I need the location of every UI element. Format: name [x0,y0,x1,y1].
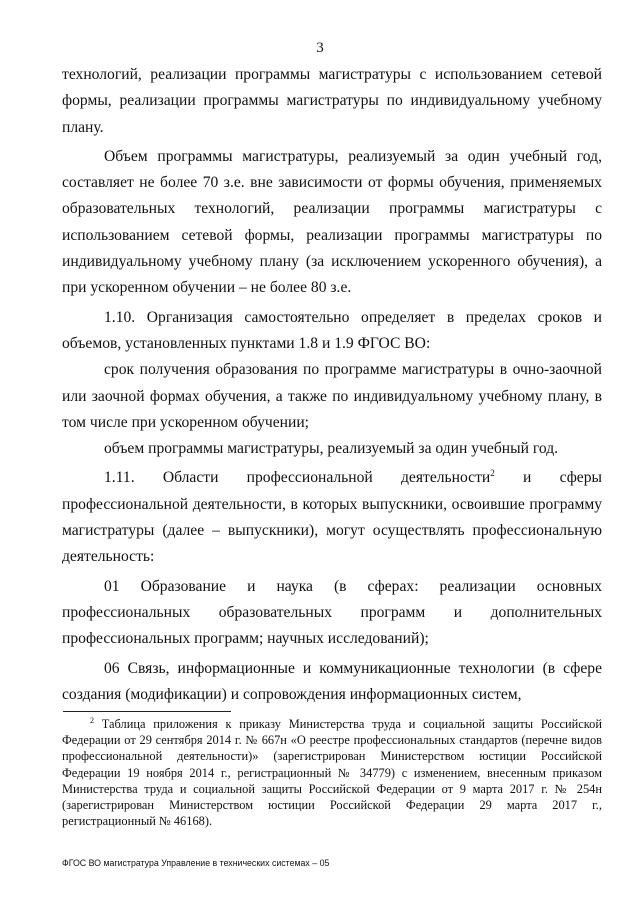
paragraph-area-01: 01 Образование и наука (в сферах: реализации основных профессиональных образовательных программ и дополнительных профессиональных программ; научных исследований); [62,577,602,648]
body-text [62,62,602,708]
paragraph-term: срок получения образования по программе магистратуры в очно-заочной или заочной формах обучения, а также по индивидуальному учебному плану, в том числе при ускоренном обучении; [62,361,602,431]
paragraph-1-11-end: и сферы профессиональной деятельности, в которых выпускники, освоившие программу магистратуры (далее – выпускники), могут осуществлять профессиональную деятельность: [62,469,602,566]
page-number: 3 [316,40,324,56]
paragraph-annual-volume: объем программы магистратуры, реализуемый за один учебный год. [104,440,559,458]
footnote [62,716,602,829]
paragraph-1-10: 1.10. Организация самостоятельно определяет в пределах сроков и объемов, установленных пунктами 1.8 и 1.9 ФГОС ВО: [62,308,602,352]
running-footer: ФГОС ВО магистратура Управление в технических системах – 05 [62,858,330,868]
paragraph-1-11 [62,465,602,570]
footnote-text [62,716,602,829]
footnote-reference[interactable]: 2 [490,468,495,479]
paragraph-area-06: 06 Связь, информационные и коммуникационные технологии (в сфере создания (модификации) и сопровождения информационных систем, [62,659,602,703]
footnote-divider [63,711,231,712]
paragraph-1-11-start: 1.11. Области профессиональной деятельности [104,469,491,487]
paragraph-volume: Объем программы магистратуры, реализуемый за один учебный год, составляет не более 70 з.е. вне зависимости от формы обучения, применяемых образовательных технологий, реализации программы магистратуры с использованием сетевой формы, реализации программы магистратуры по индивидуальному учебному плану (за исключением ускоренного обучения), а при ускоренном обучении – не более 80 з.е. [62,147,602,297]
footnote-body: Таблица приложения к приказу Министерства труда и социальной защиты Российской Федерации от 29 сентября 2014 г. № 667н «О реестре профессиональных стандартов (перечне видов профессиональной деятельности)» (зарегистрирован Министерством юстиции Российской Федерации 19 ноября 2014 г., регистрационный № 34779) с изменением, внесенным приказом Министерства труда и социальной защиты Российской Федерации от 9 марта 2017 г. № 254н (зарегистрирован Министерством юстиции Российской Федерации 29 марта 2017 г., регистрационный № 46168). [62,717,602,829]
paragraph-continuation: технологий, реализации программы магистратуры с использованием сетевой формы, реализации программы магистратуры по индивидуальному учебному плану. [62,66,602,136]
footnote-number: 2 [90,715,94,725]
